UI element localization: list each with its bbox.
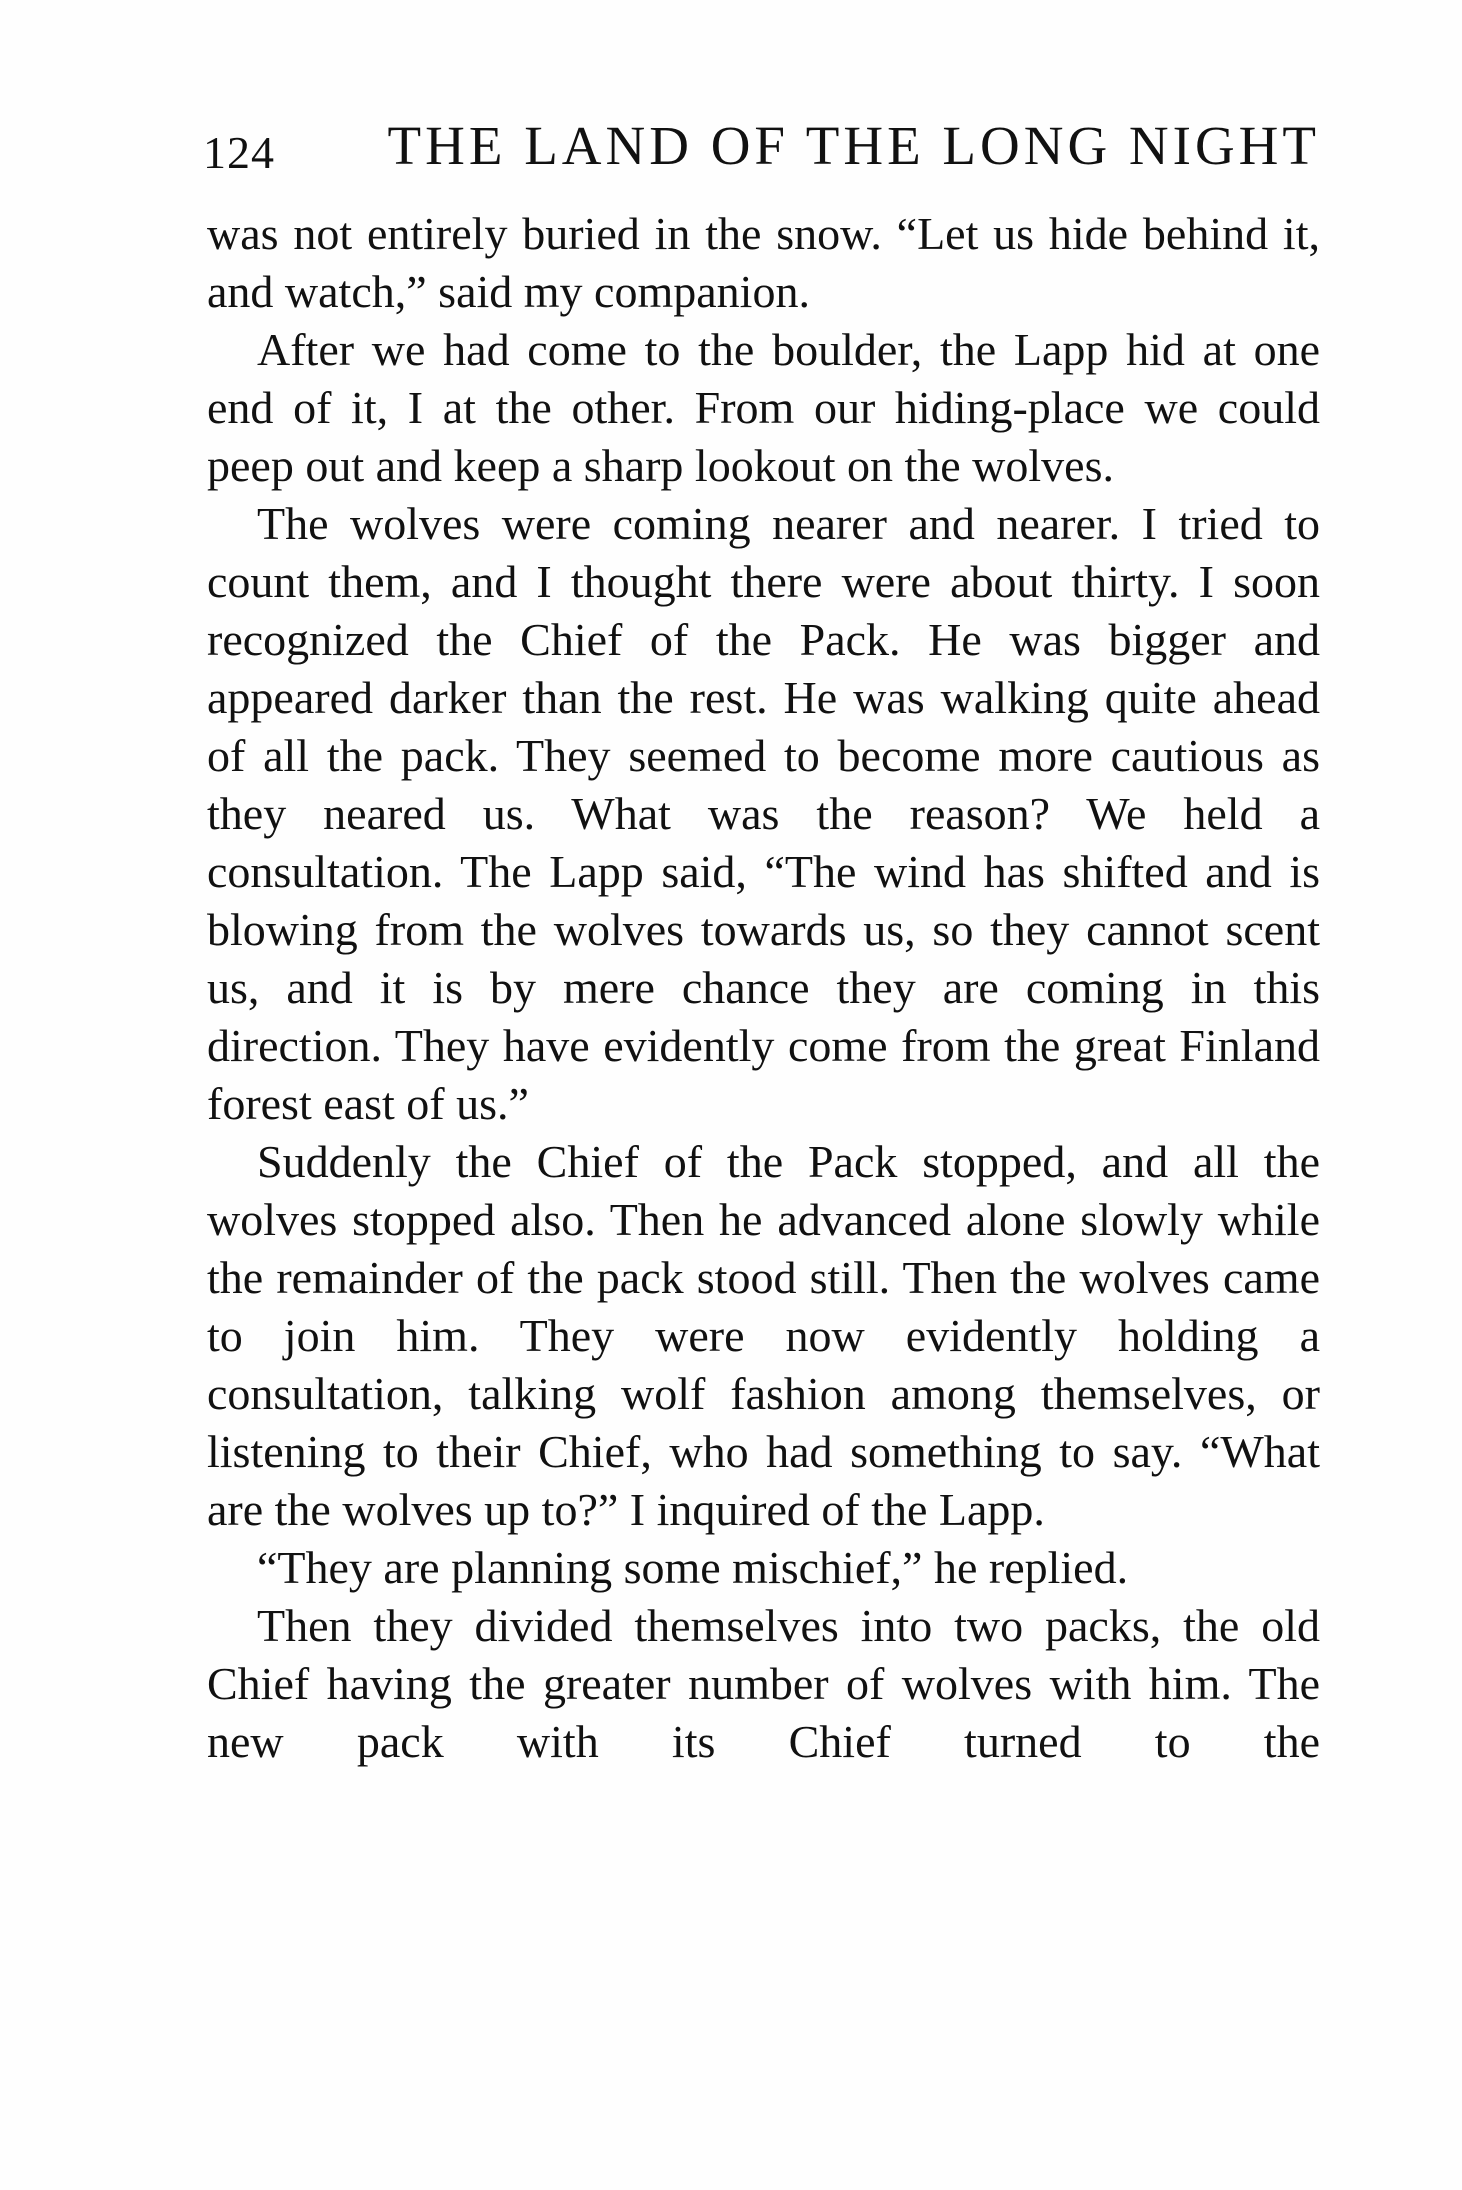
- paragraph-chief-stopped: Suddenly the Chief of the Pack stopped, and all the wolves stopped also. Then he advanced alone slowly while the remainder of the pack stood still. Then the wolves came to join him. They were now evidently holding a consultation, talking wolf fashion among themselves, or listening to their Chief, who had something to say. “What are the wolves up to?” I inquired of the Lapp.: [207, 1136, 1320, 1535]
- running-head: [203, 114, 1320, 184]
- running-title: THE LAND OF THE LONG NIGHT: [387, 115, 1320, 176]
- paragraph-continuation: was not entirely buried in the snow. “Let us hide behind it, and watch,” said my companion.: [207, 208, 1320, 317]
- body-text: [207, 205, 1320, 1771]
- paragraph-two-packs: Then they divided themselves into two packs, the old Chief having the greater number of wolves with him. The new pack with its Chief turned to the: [207, 1600, 1320, 1767]
- paragraph-mischief: “They are planning some mischief,” he replied.: [257, 1542, 1129, 1593]
- paragraph-wolves-nearer: The wolves were coming nearer and nearer. I tried to count them, and I thought there were about thirty. I soon recognized the Chief of the Pack. He was bigger and appeared darker than the rest. He was walking quite ahead of all the pack. They seemed to become more cautious as they neared us. What was the reason? We held a consultation. The Lapp said, “The wind has shifted and is blowing from the wolves towards us, so they cannot scent us, and it is by mere chance they are coming in this direction. They have evidently come from the great Finland forest east of us.”: [207, 498, 1320, 1129]
- paragraph-boulder: After we had come to the boulder, the Lapp hid at one end of it, I at the other. From our hiding-place we could peep out and keep a sharp lookout on the wolves.: [207, 324, 1320, 491]
- page-number: 124: [203, 127, 275, 178]
